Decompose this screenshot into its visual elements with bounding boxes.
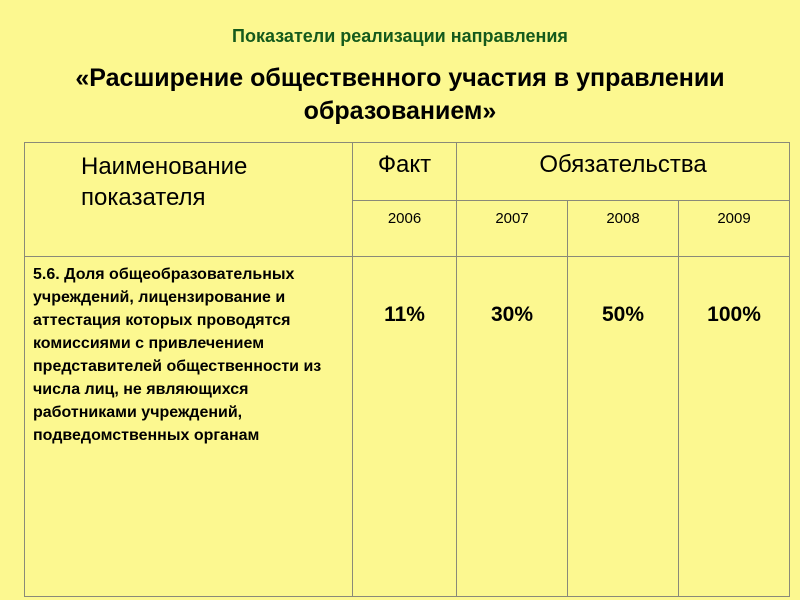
header-cell-fact: Факт (353, 143, 457, 201)
value-cell: 30% (457, 257, 568, 597)
indicators-table (24, 142, 790, 597)
slide-subtitle: Показатели реализации направления (232, 26, 568, 46)
year-cell: 2009 (679, 201, 790, 257)
year-cell: 2006 (353, 201, 457, 257)
year-cell: 2007 (457, 201, 568, 257)
slide-title: «Расширение общественного участия в управлении образованием» (75, 64, 725, 125)
value-cell: 100% (679, 257, 790, 597)
table-header-row (25, 143, 790, 201)
value-cell: 50% (568, 257, 679, 597)
value-cell: 11% (353, 257, 457, 597)
year-cell: 2008 (568, 201, 679, 257)
table-row (25, 257, 790, 597)
header-cell-name: Наименование показателя (25, 143, 353, 257)
header-cell-obligations: Обязательства (457, 143, 790, 201)
indicator-label: 5.6. Доля общеобразовательных учреждений, лицензирование и аттестация которых проводятся комиссиями с привлечением представителей общественности из числа лиц, не являющихся работниками учреждений, подведомственных органам (25, 257, 353, 597)
